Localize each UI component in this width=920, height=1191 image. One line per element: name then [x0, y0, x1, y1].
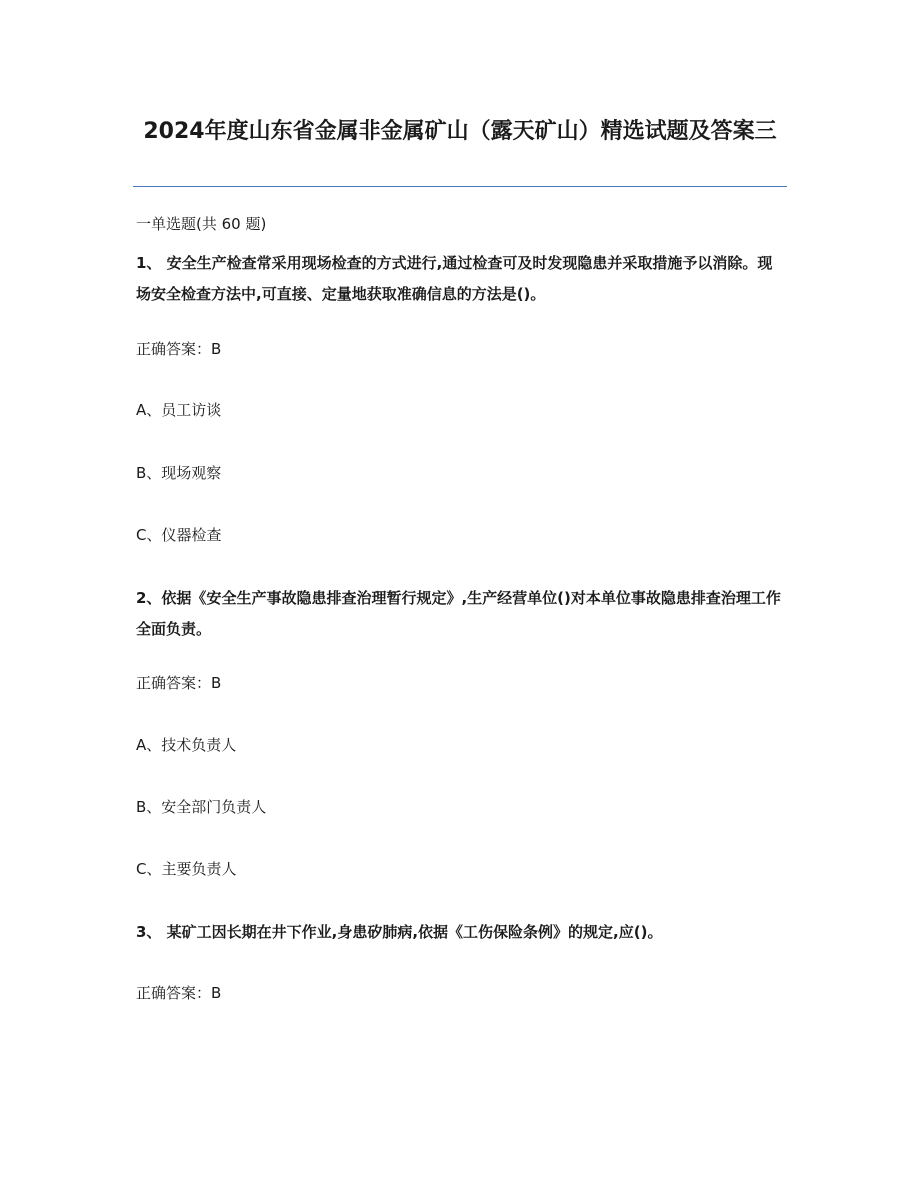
question-2-answer: 正确答案：B: [136, 674, 222, 692]
question-3-text: 3、 某矿工因长期在井下作业,身患矽肺病,依据《工伤保险条例》的规定,应()。: [136, 923, 663, 941]
question-1-option-a: A、员工访谈: [136, 401, 222, 419]
document-title: 2024年度山东省金属非金属矿山（露天矿山）精选试题及答案三: [143, 119, 777, 144]
question-1-option-b: B、现场观察: [136, 464, 222, 482]
question-2-text: 2、依据《安全生产事故隐患排查治理暂行规定》,生产经营单位()对本单位事故隐患排查治理工作全面负责。: [136, 589, 781, 638]
title-divider: [133, 186, 787, 187]
question-3-answer: 正确答案：B: [136, 984, 222, 1002]
question-1-answer: 正确答案：B: [136, 340, 222, 358]
section-header: 一单选题(共 60 题): [136, 215, 267, 233]
question-1-text: 1、 安全生产检查常采用现场检查的方式进行,通过检查可及时发现隐患并采取措施予以消除。现场安全检查方法中,可直接、定量地获取准确信息的方法是()。: [136, 254, 773, 303]
question-2-option-b: B、安全部门负责人: [136, 798, 267, 816]
question-1-option-c: C、仪器检查: [136, 526, 222, 544]
question-2-option-c: C、主要负责人: [136, 860, 237, 878]
question-2-option-a: A、技术负责人: [136, 736, 237, 754]
